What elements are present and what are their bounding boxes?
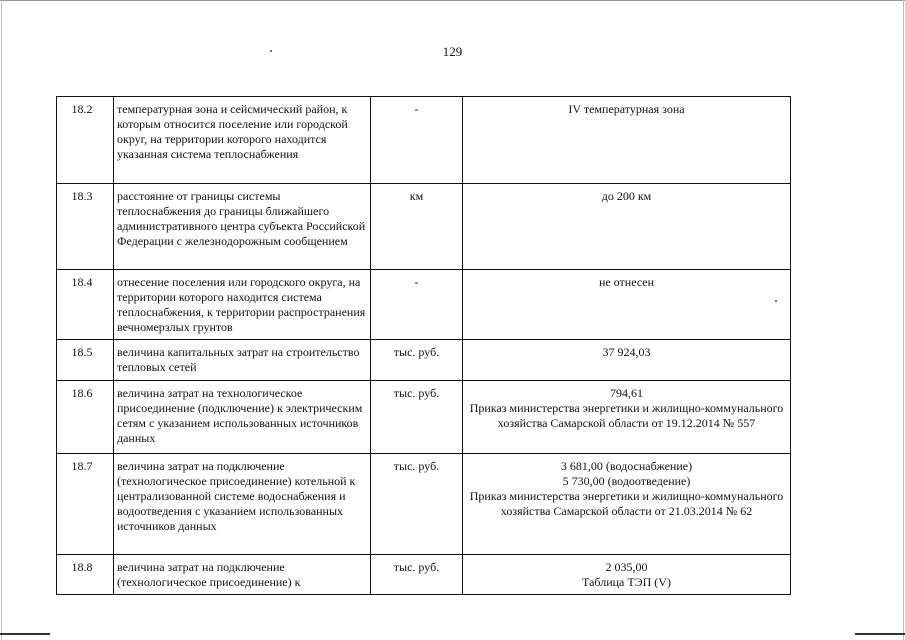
row-number: 18.8	[57, 555, 114, 595]
table-row	[57, 555, 791, 595]
table-row	[57, 270, 791, 340]
parameters-table	[56, 96, 791, 595]
scan-bottom-right-mark	[855, 633, 905, 635]
parameter-name: величина затрат на технологическое присоединение (подключение) к электрическим сетям с указанием использованных источников данных	[114, 381, 371, 454]
value-line: Приказ министерства энергетики и жилищно-коммунального хозяйства Самарской области от 19.12.2014 № 557	[469, 401, 784, 430]
value-line: IV температурная зона	[568, 102, 685, 116]
unit: -	[371, 97, 463, 184]
row-number: 18.4	[57, 270, 114, 340]
value-line: не отнесен	[598, 275, 655, 289]
value-line: Приказ министерства энергетики и жилищно-коммунального хозяйства Самарской области от 21.03.2014 № 62	[469, 489, 784, 518]
value-cell	[463, 184, 791, 270]
value-line: до 200 км	[601, 189, 652, 203]
parameter-name: величина капитальных затрат на строительство тепловых сетей	[114, 340, 371, 381]
table-row	[57, 340, 791, 381]
value-line: 794,61	[610, 386, 643, 400]
scan-right-edge	[903, 0, 904, 640]
unit: тыс. руб.	[371, 454, 463, 555]
value-line: 5 730,00 (водоотведение)	[562, 474, 691, 488]
table-row	[57, 381, 791, 454]
row-number: 18.6	[57, 381, 114, 454]
value-cell	[463, 340, 791, 381]
table-row	[57, 184, 791, 270]
value-cell	[463, 555, 791, 595]
unit: км	[371, 184, 463, 270]
value-line: 2 035,00	[605, 560, 648, 574]
scan-top-edge	[0, 0, 905, 5]
scan-bottom-left-mark	[0, 633, 50, 635]
parameter-name: величина затрат на подключение (технологическое присоединение) к	[114, 555, 371, 595]
unit: -	[371, 270, 463, 340]
value-line: 3 681,00 (водоснабжение)	[560, 459, 693, 473]
row-number: 18.5	[57, 340, 114, 381]
row-number: 18.2	[57, 97, 114, 184]
unit: тыс. руб.	[371, 555, 463, 595]
table-row	[57, 454, 791, 555]
value-cell	[463, 454, 791, 555]
value-line: Таблица ТЭП (V)	[582, 575, 671, 589]
table-row	[57, 97, 791, 184]
value-cell	[463, 97, 791, 184]
unit: тыс. руб.	[371, 381, 463, 454]
value-line: 37 924,03	[602, 345, 651, 359]
row-number: 18.3	[57, 184, 114, 270]
value-cell	[463, 270, 791, 340]
value-cell	[463, 381, 791, 454]
scan-left-edge	[1, 0, 2, 640]
parameter-name: отнесение поселения или городского округа, на территории которого находится система теплоснабжения, к территории распространения вечномерзлых грунтов	[114, 270, 371, 340]
page-number: 129	[442, 44, 463, 59]
parameter-name: температурная зона и сейсмический район, к которым относится поселение или городской округ, на территории которого находится указанная система теплоснабжения	[114, 97, 371, 184]
unit: тыс. руб.	[371, 340, 463, 381]
parameter-name: расстояние от границы системы теплоснабжения до границы ближайшего административного центра субъекта Российской Федерации с железнодорожным сообщением	[114, 184, 371, 270]
parameter-name: величина затрат на подключение (технологическое присоединение) котельной к централизованной системе водоснабжения и водоотведения с указанием использованных источников данных	[114, 454, 371, 555]
row-number: 18.7	[57, 454, 114, 555]
